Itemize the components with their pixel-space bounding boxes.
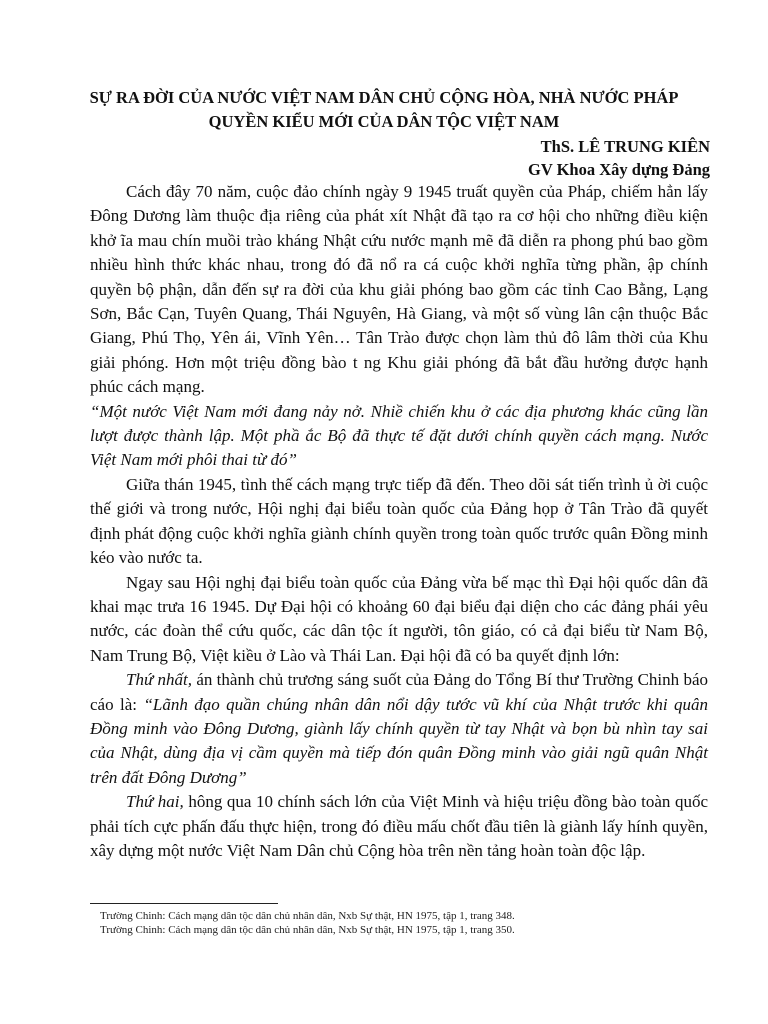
paragraph-5-lead: Thứ hai, <box>126 792 184 812</box>
quote-1-text: “Một nước Việt Nam mới đang nảy nở. Nhiề chiến khu ở các địa phương khác cũng lần lượt được thành lập. Một phầ ắc Bộ đã thực tế đặt dưới chính quyền cách mạng. Nước Việt Nam mới phôi thai từ đó” <box>90 401 708 470</box>
title-line-1: SỰ RA ĐỜI CỦA NƯỚC VIỆT NAM DÂN CHỦ CỘNG HÒA, NHÀ NƯỚC PHÁP <box>89 88 679 107</box>
title-line-2: QUYỀN KIỂU MỚI CỦA DÂN TỘC VIỆT NAM <box>208 112 560 131</box>
document-body <box>90 180 708 863</box>
footnote-1: Trường Chinh: Cách mạng dân tộc dân chủ nhân dân, Nxb Sự thật, HN 1975, tập 1, trang 348. <box>100 910 515 922</box>
author-name: ThS. LÊ TRUNG KIÊN <box>540 137 710 156</box>
paragraph-3: Ngay sau Hội nghị đại biểu toàn quốc của Đảng vừa bế mạc thì Đại hội quốc dân đã khai mạc trưa 16 1945. Dự Đại hội có khoảng 60 đại biểu đại diện cho các đảng phái yêu nước, các đoàn thể cứu quốc, các dân tộc ít người, tôn giáo, có cả đại biểu từ Nam Bộ, Nam Trung Bộ, Việt kiều ở Lào và Thái Lan. Đại hội đã có ba quyết định lớn: <box>90 572 708 665</box>
footnote-separator <box>90 903 278 904</box>
footnote-2: Trường Chinh: Cách mạng dân tộc dân chủ nhân dân, Nxb Sự thật, HN 1975, tập 1, trang 350. <box>100 924 515 936</box>
paragraph-4-lead: Thứ nhất, <box>126 670 193 690</box>
document-title <box>60 86 708 134</box>
paragraph-1: Cách đây 70 năm, cuộc đảo chính ngày 9 1945 truất quyền của Pháp, chiếm hẳn lấy Đông Dương làm thuộc địa riêng của phát xít Nhật đã tạo ra cơ hội cho những điều kiện khở ĩa mau chín muồi trào kháng Nhật cứu nước mạnh mẽ đã diễn ra phong phú bao gồm nhiều hình thức khác nhau, trong đó đã nổ ra cá cuộc khởi nghĩa từng phần, ập chính quyền bộ phận, dẫn đến sự ra đời của khu giải phóng bao gồm các tỉnh Cao Bằng, Lạng Sơn, Bắc Cạn, Tuyên Quang, Thái Nguyên, Hà Giang, và một số vùng lân cận thuộc Bắc Giang, Phú Thọ, Yên ái, Vĩnh Yên… Tân Trào được chọn làm thủ đô lâm thời của Khu giải phóng. Hơn một triệu đồng bào t ng Khu giải phóng đã bắt đầu hưởng được hạnh phúc cách mạng. <box>90 182 708 397</box>
author-position: GV Khoa Xây dựng Đảng <box>528 160 710 179</box>
paragraph-2: Giữa thán 1945, tình thế cách mạng trực tiếp đã đến. Theo dõi sát tiến trình ủ ời cuộc thế giới và trong nước, Hội nghị đại biểu toàn quốc của Đảng họp ở Tân Trào đã quyết định phát động cuộc khởi nghĩa giành chính quyền trong toàn quốc trước quân Đồng minh kéo vào nước ta. <box>90 474 708 568</box>
paragraph-5-text: hông qua 10 chính sách lớn của Việt Minh và hiệu triệu đồng bào toàn quốc phải tích cực phấn đấu thực hiện, trong đó điều mấu chốt đầu tiên là giành lấy hính quyền, xây dựng một nước Việt Nam Dân chủ Cộng hòa trên nền tảng hoàn toàn độc lập. <box>90 792 709 860</box>
author-block <box>528 135 710 181</box>
quote-1 <box>90 400 708 473</box>
footnotes <box>90 909 708 937</box>
paragraph-4-text: án thành chủ trương sáng suốt của Đảng do Tổng Bí thư Trường Chinh báo cáo là: <box>90 670 709 714</box>
paragraph-5 <box>90 790 708 863</box>
paragraph-4-quote: “Lãnh đạo quần chúng nhân dân nổi dậy tước vũ khí của Nhật trước khi quân Đồng minh vào Đông Dương, giành lấy chính quyền từ tay Nhật và bọn bù nhìn tay sai của Nhật, dùng địa vị cầm quyền mà tiếp đón quân Đồng minh vào giải ngũ quân Nhật trên đất Đông Dương” <box>90 694 708 787</box>
paragraph-4 <box>90 668 708 790</box>
